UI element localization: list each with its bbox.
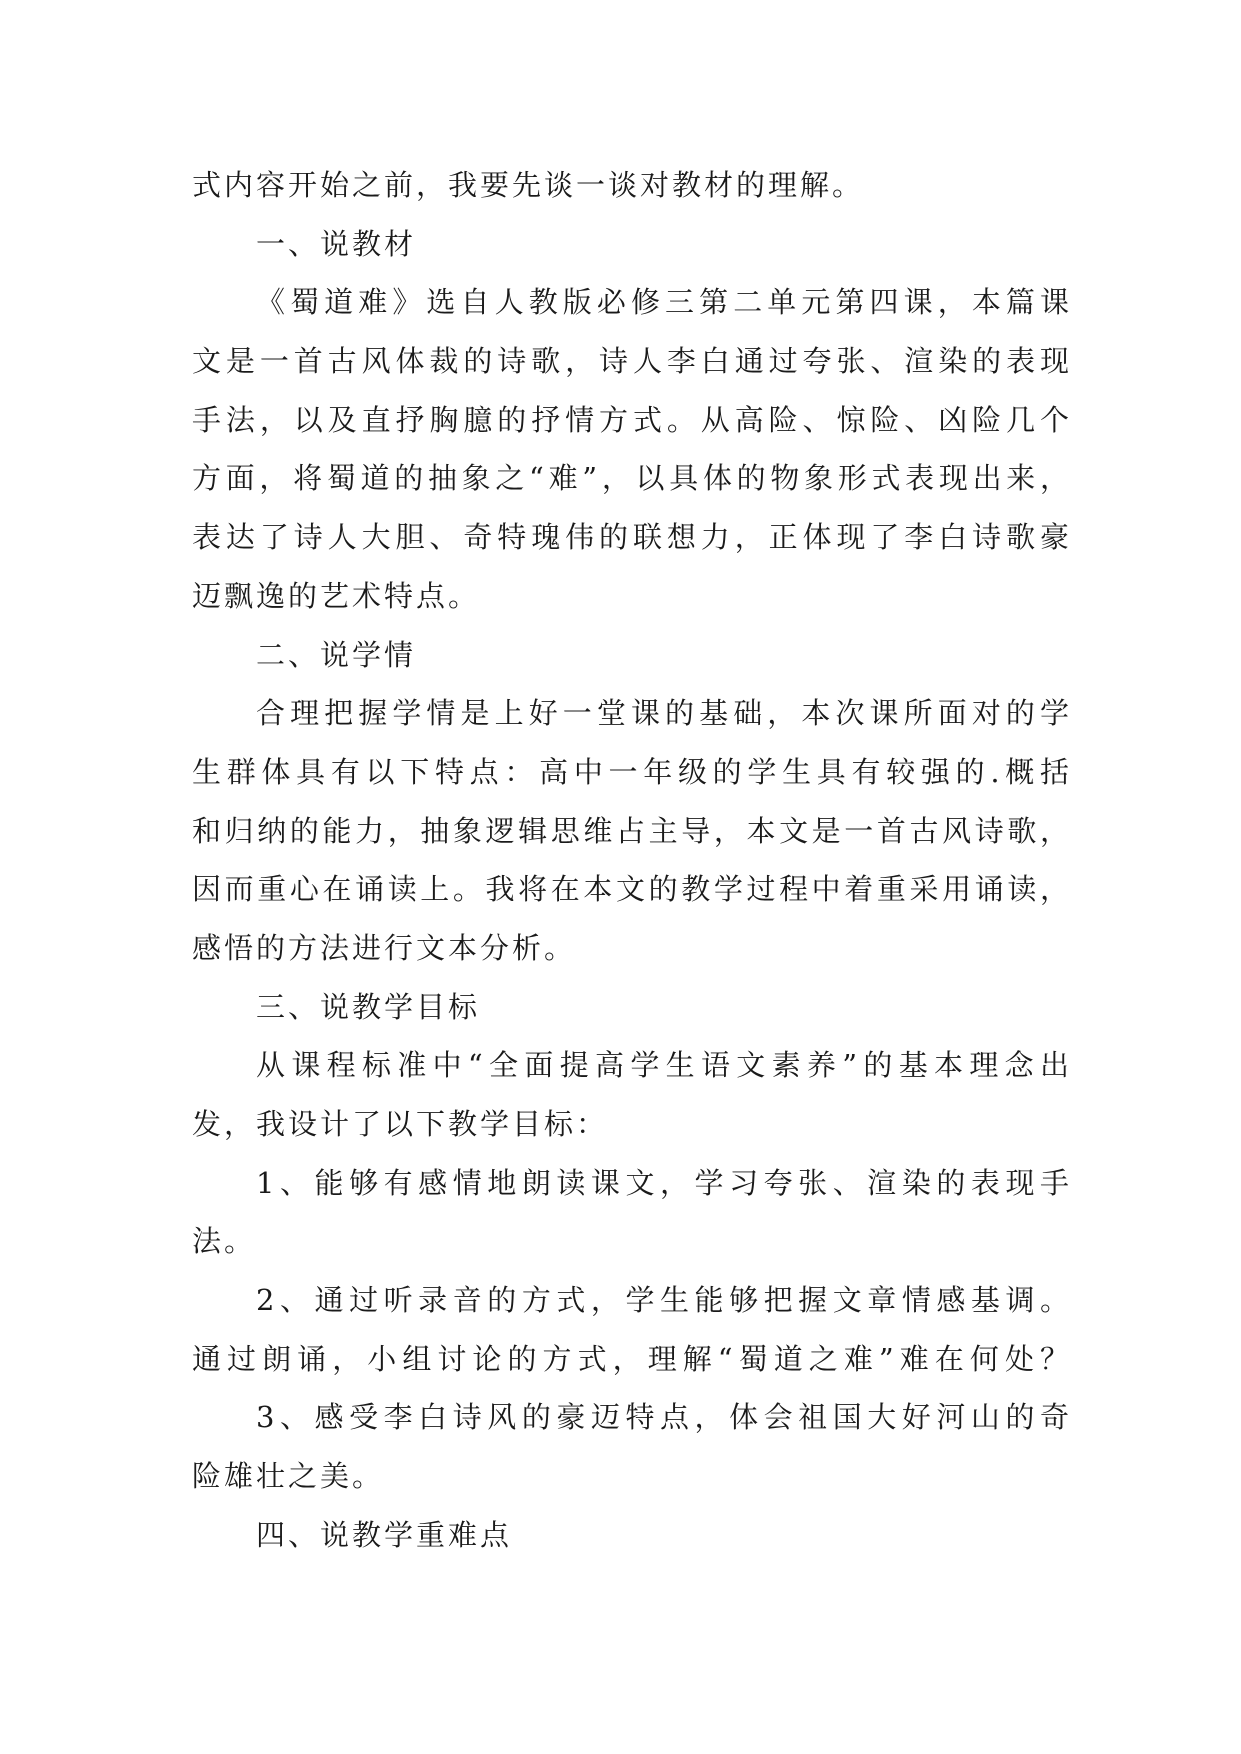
line-text: 感悟的方法进行文本分析。	[192, 930, 577, 965]
line-text: 3、感受李白诗风的豪迈特点，体会祖国大好河山的奇	[256, 1400, 1072, 1435]
line-text: 迈飘逸的艺术特点。	[192, 578, 481, 613]
text-line	[192, 508, 1072, 567]
line-text: 表达了诗人大胆、奇特瑰伟的联想力，正体现了李白诗歌豪	[192, 520, 1072, 555]
line-text: 生群体具有以下特点：高中一年级的学生具有较强的.概括	[192, 754, 1072, 789]
line-text: 四、说教学重难点	[256, 1517, 513, 1552]
section-heading-textbook	[192, 215, 1072, 274]
text-line	[192, 919, 1072, 978]
text-line	[192, 860, 1072, 919]
text-line	[192, 567, 1072, 626]
line-text: 手法，以及直抒胸臆的抒情方式。从高险、惊险、凶险几个	[192, 402, 1072, 437]
text-line	[192, 802, 1072, 861]
text-line	[192, 1330, 1072, 1389]
text-line	[192, 449, 1072, 508]
line-text: 1、能够有感情地朗读课文，学习夸张、渲染的表现手	[256, 1165, 1072, 1200]
line-text: 文是一首古风体裁的诗歌，诗人李白通过夸张、渲染的表现	[192, 344, 1072, 379]
line-text: 一、说教材	[256, 226, 417, 261]
line-text: 合理把握学情是上好一堂课的基础，本次课所面对的学	[256, 696, 1072, 731]
line-text: 通过朗诵，小组讨论的方式，理解“蜀道之难”难在何处？	[192, 1341, 1072, 1376]
section-heading-students	[192, 626, 1072, 685]
line-text: 发，我设计了以下教学目标：	[192, 1107, 609, 1141]
text-line	[192, 1036, 1072, 1095]
line-text: 三、说教学目标	[256, 989, 481, 1024]
text-line	[192, 332, 1072, 391]
section-heading-key-points	[192, 1506, 1072, 1565]
document-body	[192, 156, 1072, 1565]
text-line	[192, 391, 1072, 450]
line-text: 因而重心在诵读上。我将在本文的教学过程中着重采用诵读，	[192, 872, 1072, 907]
text-line	[192, 156, 1072, 215]
list-item-goal-1	[192, 1154, 1072, 1213]
line-text: 式内容开始之前，我要先谈一谈对教材的理解。	[192, 168, 865, 202]
line-text: 法。	[192, 1224, 257, 1259]
text-line	[192, 684, 1072, 743]
list-item-goal-2	[192, 1271, 1072, 1330]
list-item-goal-3	[192, 1388, 1072, 1447]
line-text: 和归纳的能力，抽象逻辑思维占主导，本文是一首古风诗歌，	[192, 813, 1072, 848]
line-text: 险雄壮之美。	[192, 1459, 385, 1494]
line-text: 从课程标准中“全面提高学生语文素养”的基本理念出	[256, 1048, 1072, 1083]
text-line	[192, 1095, 1072, 1154]
text-line	[192, 273, 1072, 332]
text-line	[192, 743, 1072, 802]
line-text: 方面，将蜀道的抽象之“难”，以具体的物象形式表现出来，	[192, 461, 1072, 496]
text-line	[192, 1212, 1072, 1271]
line-text: 《蜀道难》选自人教版必修三第二单元第四课，本篇课	[256, 285, 1072, 320]
text-line	[192, 1447, 1072, 1506]
line-text: 2、通过听录音的方式，学生能够把握文章情感基调。	[256, 1283, 1072, 1318]
line-text: 二、说学情	[256, 637, 417, 672]
section-heading-goals	[192, 978, 1072, 1037]
